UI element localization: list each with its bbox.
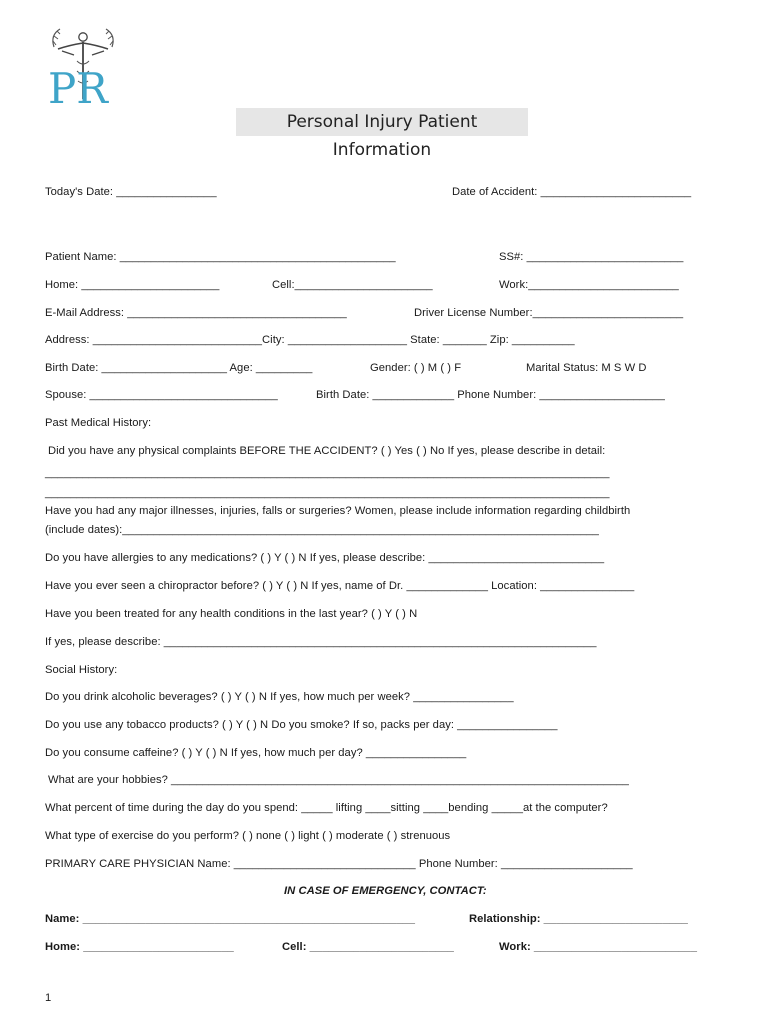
illnesses-question: Have you had any major illnesses, injuries, falls or surgeries? Women, please include information regarding childbirth: [45, 505, 631, 517]
emergency-home-field[interactable]: Home: ________________________: [45, 941, 234, 953]
emergency-relationship-field[interactable]: Relationship: _______________________: [469, 913, 688, 925]
patient-name-field[interactable]: Patient Name: ____________________________________________: [45, 251, 396, 263]
treated-question[interactable]: Have you been treated for any health conditions in the last year? ( ) Y ( ) N: [45, 608, 418, 620]
hobbies-field[interactable]: What are your hobbies? _________________________________________________________________________: [48, 774, 629, 786]
home-phone-field[interactable]: Home: ______________________: [45, 279, 220, 291]
emergency-contact-heading: IN CASE OF EMERGENCY, CONTACT:: [284, 885, 487, 897]
spouse-birth-phone-field[interactable]: Birth Date: _____________ Phone Number: ____________________: [316, 389, 665, 401]
spouse-field[interactable]: Spouse: ______________________________: [45, 389, 278, 401]
alcohol-question[interactable]: Do you drink alcoholic beverages? ( ) Y ( ) N If yes, how much per week? ________________: [45, 691, 514, 703]
emergency-name-field[interactable]: Name: _____________________________________________________: [45, 913, 416, 925]
exercise-question[interactable]: What type of exercise do you perform? ( ) none ( ) light ( ) moderate ( ) strenuous: [45, 830, 451, 842]
past-medical-history-heading: Past Medical History:: [45, 417, 152, 429]
marital-status-field[interactable]: Marital Status: M S W D: [526, 362, 647, 374]
ssn-field[interactable]: SS#: _________________________: [499, 251, 684, 263]
todays-date-field[interactable]: Today's Date: ________________: [45, 186, 217, 198]
emergency-cell-field[interactable]: Cell: _______________________: [282, 941, 454, 953]
gender-field[interactable]: Gender: ( ) M ( ) F: [370, 362, 462, 374]
page-title: Personal Injury Patient Information: [236, 108, 528, 136]
caffeine-question[interactable]: Do you consume caffeine? ( ) Y ( ) N If yes, how much per day? ________________: [45, 747, 467, 759]
clinic-logo: [44, 25, 122, 111]
include-dates-field[interactable]: (include dates):____________________________________________________________________________: [45, 524, 599, 536]
work-phone-field[interactable]: Work:________________________: [499, 279, 679, 291]
social-history-heading: Social History:: [45, 664, 118, 676]
cell-phone-field[interactable]: Cell:______________________: [272, 279, 433, 291]
page-number: 1: [45, 992, 52, 1004]
emergency-work-field[interactable]: Work: __________________________: [499, 941, 697, 953]
birth-date-age-field[interactable]: Birth Date: ____________________ Age: _________: [45, 362, 313, 374]
email-field[interactable]: E-Mail Address: ___________________________________: [45, 307, 347, 319]
date-of-accident-field[interactable]: Date of Accident: ________________________: [452, 186, 692, 198]
logo-text: PR: [48, 64, 108, 111]
chiropractor-question[interactable]: Have you ever seen a chiropractor before? ( ) Y ( ) N If yes, name of Dr. _____________ Location: _______________: [45, 580, 635, 592]
physical-complaints-question[interactable]: Did you have any physical complaints BEFORE THE ACCIDENT? ( ) Yes ( ) No If yes, please describe in detail:: [48, 445, 606, 457]
tobacco-question[interactable]: Do you use any tobacco products? ( ) Y ( ) N Do you smoke? If so, packs per day: ________________: [45, 719, 558, 731]
driver-license-field[interactable]: Driver License Number:________________________: [414, 307, 684, 319]
percent-time-question[interactable]: What percent of time during the day do you spend: _____ lifting ____sitting ____bending _____at the computer?: [45, 802, 608, 814]
primary-care-field[interactable]: PRIMARY CARE PHYSICIAN Name: _____________________________ Phone Number: _____________________: [45, 858, 633, 870]
blank-line[interactable]: __________________________________________________________________________________________: [45, 487, 610, 499]
address-field[interactable]: Address: ___________________________City: ___________________ State: _______ Zip: __________: [45, 334, 575, 346]
allergies-question[interactable]: Do you have allergies to any medications? ( ) Y ( ) N If yes, please describe: ____________________________: [45, 552, 605, 564]
blank-line[interactable]: __________________________________________________________________________________________: [45, 467, 610, 479]
if-yes-describe-field[interactable]: If yes, please describe: _____________________________________________________________________: [45, 636, 597, 648]
